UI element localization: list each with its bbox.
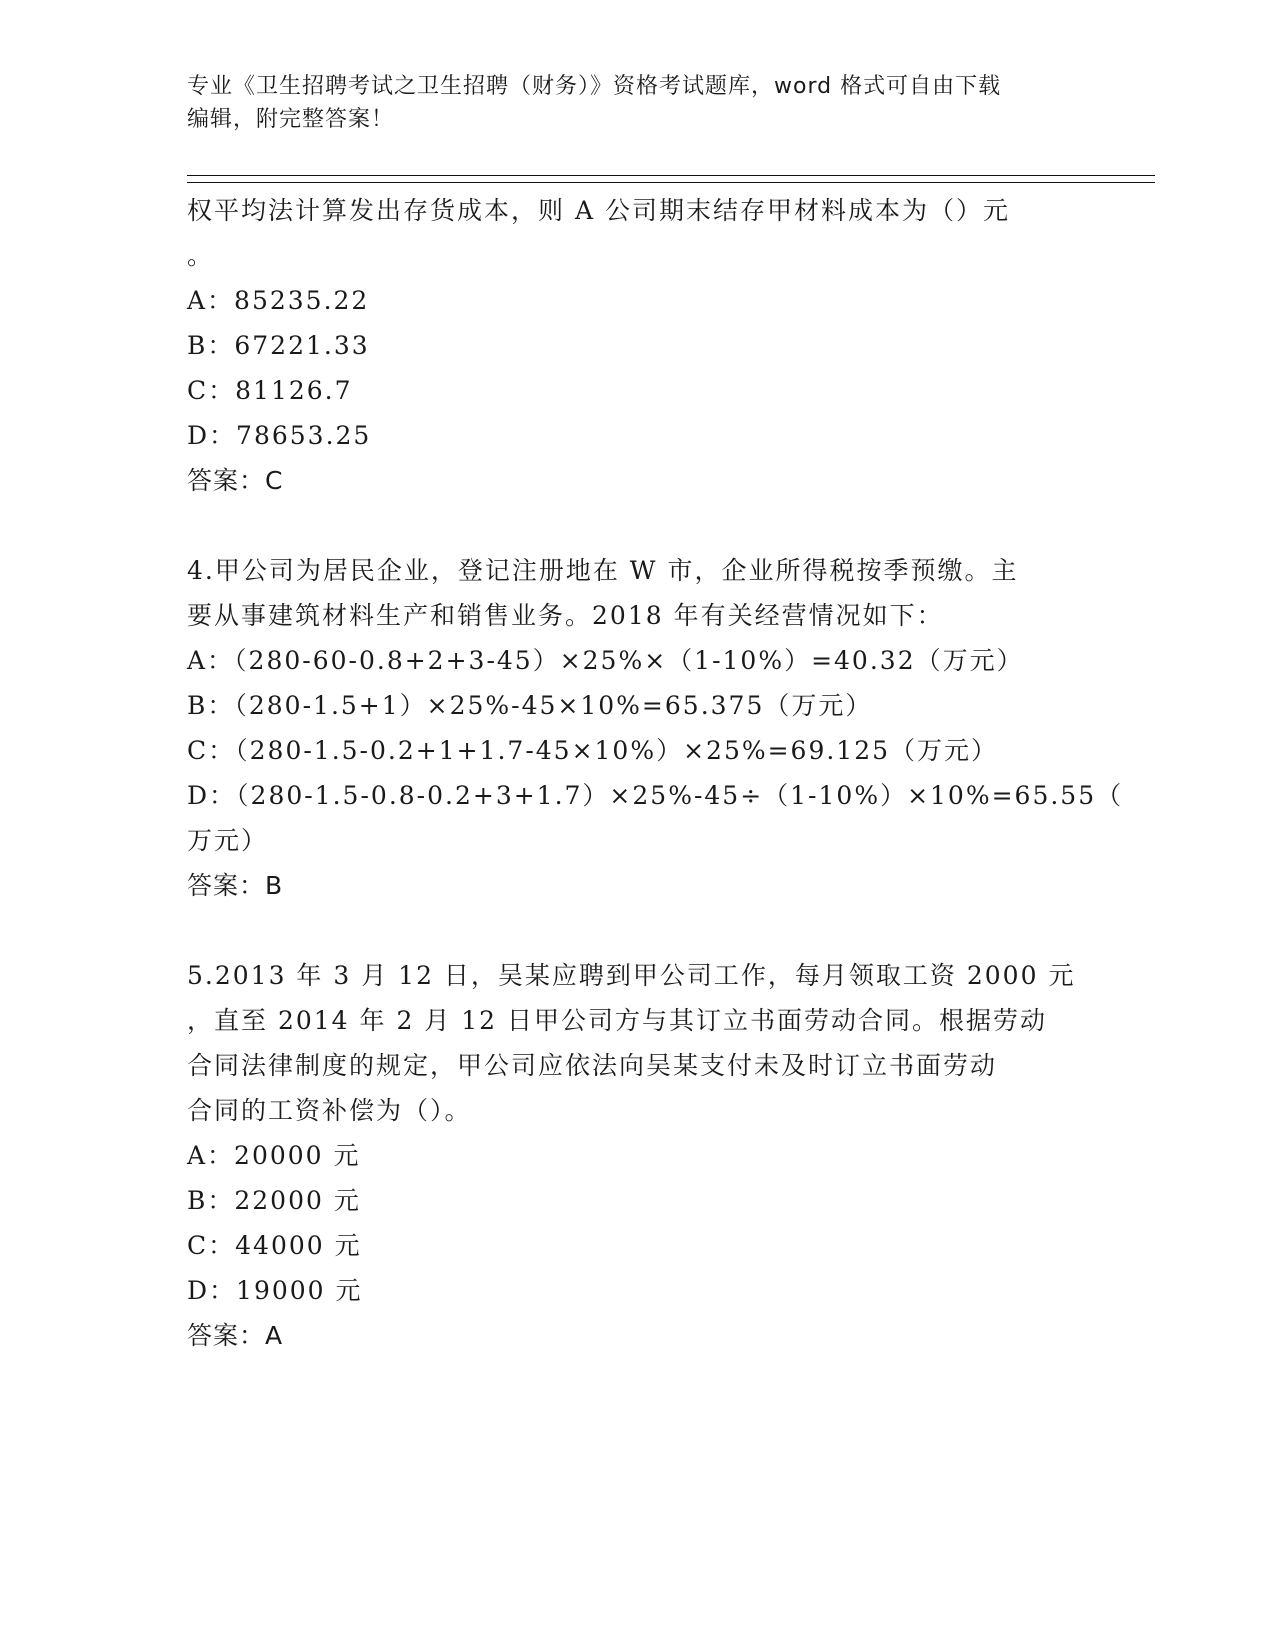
question-4-stem-line-2: 要从事建筑材料生产和销售业务。2018 年有关经营情况如下： xyxy=(187,601,944,630)
question-5-answer: 答案：A xyxy=(187,1321,284,1350)
question-3-option-c: C：81126.7 xyxy=(187,376,353,405)
question-5-option-c: C：44000 元 xyxy=(187,1231,362,1260)
question-5-stem-line-4: 合同的工资补偿为（）。 xyxy=(187,1096,472,1125)
question-3-option-b: B：67221.33 xyxy=(187,331,370,360)
header-line-1: 专业《卫生招聘考试之卫生招聘（财务）》资格考试题库，word 格式可自由下载 xyxy=(187,74,1002,99)
question-4-option-d-continued: 万元） xyxy=(187,826,269,855)
question-4-answer: 答案：B xyxy=(187,871,284,900)
question-5-stem-line-3: 合同法律制度的规定，甲公司应依法向吴某支付未及时订立书面劳动 xyxy=(187,1051,998,1080)
spacer xyxy=(187,503,1087,548)
question-3-stem-line-1: 权平均法计算发出存货成本，则 A 公司期末结存甲材料成本为（）元 xyxy=(187,196,1010,225)
question-4-option-c: C：（280-1.5-0.2+1+1.7-45×10%）×25%=69.125（万元） xyxy=(187,736,999,765)
question-5-option-d: D：19000 元 xyxy=(187,1276,363,1305)
question-3 xyxy=(187,188,1087,503)
header-line-2: 编辑，附完整答案！ xyxy=(187,107,395,132)
question-5-option-b: B：22000 元 xyxy=(187,1186,361,1215)
question-5-stem-line-2: ，直至 2014 年 2 月 12 日甲公司方与其订立书面劳动合同。根据劳动 xyxy=(187,1006,1048,1035)
question-3-option-a: A：85235.22 xyxy=(187,286,370,315)
question-4 xyxy=(187,548,1124,908)
header-divider-top xyxy=(187,175,1155,176)
document-header xyxy=(187,70,1087,136)
question-3-stem-line-2: 。 xyxy=(187,241,215,270)
question-4-stem-line-1: 4.甲公司为居民企业，登记注册地在 W 市，企业所得税按季预缴。主 xyxy=(187,556,1019,585)
question-5-stem-line-1: 5.2013 年 3 月 12 日，吴某应聘到甲公司工作，每月领取工资 2000 元 xyxy=(187,961,1076,990)
question-3-option-d: D：78653.25 xyxy=(187,421,372,450)
question-4-option-b: B：（280-1.5+1）×25%-45×10%=65.375（万元） xyxy=(187,691,873,720)
question-4-option-a: A：（280-60-0.8+2+3-45）×25%×（1-10%）=40.32（万元） xyxy=(187,646,1024,675)
question-4-option-d: D：（280-1.5-0.8-0.2+3+1.7）×25%-45÷（1-10%）×10%=65.55（ xyxy=(187,781,1124,810)
question-5-option-a: A：20000 元 xyxy=(187,1141,361,1170)
spacer xyxy=(187,908,1087,953)
header-divider-bottom xyxy=(187,182,1155,183)
question-3-answer: 答案：C xyxy=(187,466,284,495)
question-content xyxy=(187,188,1124,1358)
question-5 xyxy=(187,953,1087,1358)
